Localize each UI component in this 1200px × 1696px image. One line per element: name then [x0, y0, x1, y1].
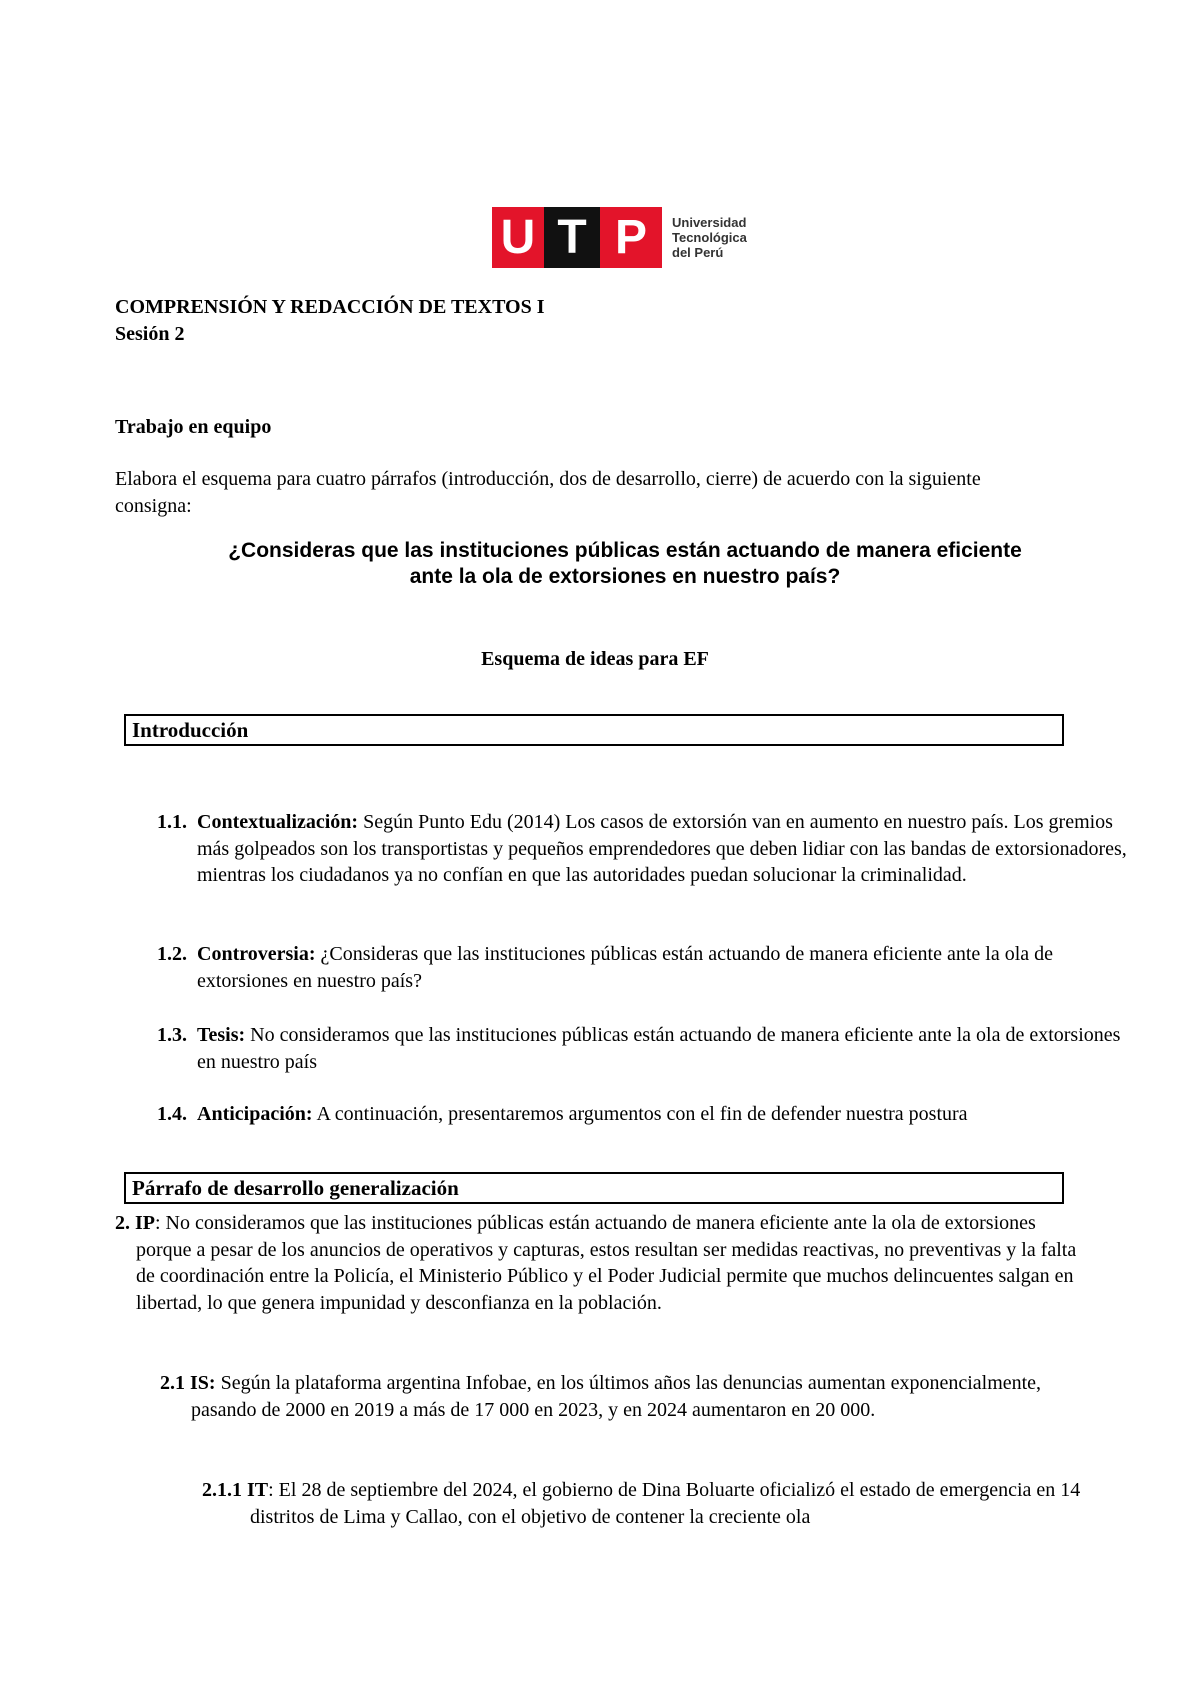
- item-text: Según Punto Edu (2014) Los casos de extorsión van en aumento en nuestro país. Los gremios más golpeados son los transportistas y pequeños emprendedores que deben lidiar con las bandas de extorsionadores, mientras los ciudadanos ya no confían en que las autoridades puedan solucionar la criminalidad.: [197, 811, 1127, 886]
- item-text: ¿Consideras que las instituciones públicas están actuando de manera eficiente ante la ola de extorsiones en nuestro país?: [197, 943, 1053, 992]
- logo-wordmark: [672, 215, 747, 260]
- intro-item-tesis: [157, 1022, 1127, 1075]
- item-text: No consideramos que las instituciones públicas están actuando de manera eficiente ante la ola de extorsiones en nuestro país: [197, 1024, 1121, 1073]
- logo-letter-block: [492, 207, 662, 268]
- is-text: Según la plataforma argentina Infobae, en los últimos años las denuncias aumentan exponencialmente, pasando de 2000 en 2019 a más de 17 000 en 2023, y en 2024 aumentaron en 20 000.: [191, 1372, 1042, 1421]
- guiding-question: [150, 538, 1100, 590]
- intro-item-contextualizacion: [157, 809, 1127, 889]
- section-desarrollo-heading: Párrafo de desarrollo generalización: [124, 1172, 1064, 1204]
- item-label: Anticipación:: [197, 1103, 313, 1125]
- logo-letter-u: U: [492, 207, 544, 268]
- intro-item-anticipacion: [157, 1101, 1127, 1128]
- item-number: 1.4.: [157, 1103, 187, 1125]
- idea-secundaria: [160, 1370, 1101, 1423]
- idea-terciaria: [202, 1477, 1110, 1530]
- is-number: 2.1: [160, 1372, 185, 1394]
- logo-line-1: Universidad: [672, 215, 747, 230]
- item-number: 1.3.: [157, 1024, 187, 1046]
- it-label: IT: [247, 1479, 269, 1501]
- session-label: Sesión 2: [115, 323, 185, 345]
- item-label: Contextualización:: [197, 811, 359, 833]
- course-title: COMPRENSIÓN Y REDACCIÓN DE TEXTOS I: [115, 296, 545, 318]
- logo-letter-t: T: [544, 207, 600, 268]
- ip-number: 2.: [115, 1212, 130, 1234]
- logo-line-2: Tecnológica: [672, 230, 747, 245]
- item-number: 1.1.: [157, 811, 187, 833]
- logo-line-3: del Perú: [672, 245, 724, 260]
- assignment-prompt: Elabora el esquema para cuatro párrafos (introducción, dos de desarrollo, cierre) de acuerdo con la siguiente consigna:: [115, 468, 981, 517]
- item-label: Tesis:: [197, 1024, 246, 1046]
- item-number: 1.2.: [157, 943, 187, 965]
- logo-letter-p: P: [600, 207, 662, 268]
- question-line-2: ante la ola de extorsiones en nuestro país?: [409, 565, 841, 588]
- idea-principal: [115, 1210, 1086, 1316]
- team-work-heading: Trabajo en equipo: [115, 416, 272, 438]
- it-text: : El 28 de septiembre del 2024, el gobierno de Dina Boluarte oficializó el estado de emergencia en 14 distritos de Lima y Callao, con el objetivo de contener la creciente ola: [250, 1479, 1081, 1528]
- item-label: Controversia:: [197, 943, 316, 965]
- it-number: 2.1.1: [202, 1479, 242, 1501]
- is-label: IS:: [190, 1372, 216, 1394]
- question-line-1: ¿Consideras que las instituciones públicas están actuando de manera eficiente: [228, 539, 1022, 562]
- intro-item-controversia: [157, 941, 1127, 994]
- utp-logo: [492, 207, 747, 268]
- item-text: A continuación, presentaremos argumentos con el fin de defender nuestra postura: [312, 1103, 968, 1125]
- section-introduccion-heading: Introducción: [124, 714, 1064, 746]
- scheme-title: Esquema de ideas para EF: [481, 648, 709, 670]
- ip-label: IP: [135, 1212, 155, 1234]
- ip-text: : No consideramos que las instituciones públicas están actuando de manera eficiente ante la ola de extorsiones porque a pesar de los anuncios de operativos y capturas, estos resultan ser medidas reactivas, no preventivas y la falta de coordinación entre la Policía, el Ministerio Público y el Poder Judicial permite que muchos delincuentes salgan en libertad, lo que genera impunidad y desconfianza en la población.: [136, 1212, 1077, 1314]
